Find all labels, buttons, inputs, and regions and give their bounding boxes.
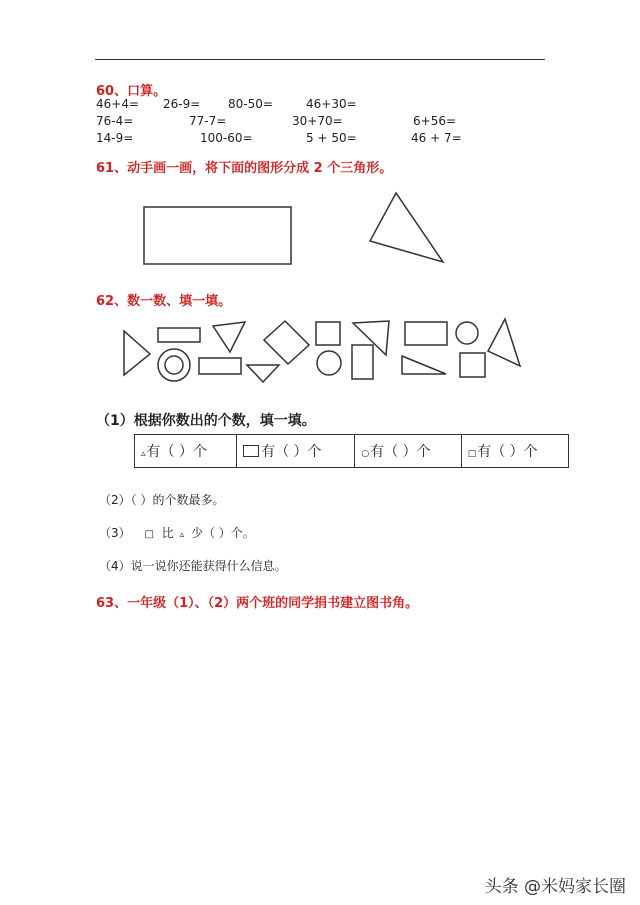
calc-item: 30+70= [292,114,343,128]
q62-sub3-compare: 比 [161,526,174,540]
calc-item: 46+30= [306,97,357,111]
shape-circle [317,351,341,375]
shape-rectangle [199,358,241,374]
count-cell-text: 有（ ）个 [477,444,538,460]
calc-item: 100-60= [200,131,253,145]
calc-item: 76-4= [96,114,134,128]
q61-rectangle [144,207,291,264]
square-icon: □ [144,529,154,540]
shape-square [460,353,485,377]
shape-triangle [213,322,245,352]
calc-item: 5 + 50= [306,131,357,145]
shape-circle [165,356,183,374]
calc-item: 6+56= [413,114,457,128]
shape-triangle [124,331,150,375]
q62-sub1: （1）根据你数出的个数，填一填。 [96,413,316,429]
calc-item: 46 + 7= [411,131,462,145]
q62-sub3-label: （3） [99,526,131,540]
shape-square [316,322,340,345]
shape-rectangle [405,322,447,345]
q61-title: 61、动手画一画，将下面的图形分成 2 个三角形。 [96,161,393,176]
q62-title: 62、数一数、填一填。 [96,294,232,309]
q60-title: 60、口算。 [96,84,167,99]
shape-triangle [353,321,389,355]
count-cell-text: 有（ ）个 [370,444,431,460]
count-cell-text: 有（ ）个 [146,444,207,460]
count-cell-text: 有（ ）个 [261,444,322,460]
q61-triangle [370,193,443,262]
shape-triangle [402,356,446,374]
q62-sub4: （4）说一说你还能获得什么信息。 [99,559,287,573]
count-cell-circle [355,435,461,468]
q63-title: 63、一年级（1）、（2）两个班的同学捐书建立图书角。 [96,596,419,611]
count-cell-square [461,435,568,468]
q62-sub3-blank: 少（ ）个。 [190,526,255,540]
shape-circle [158,349,190,381]
shape-circle [456,322,478,344]
rectangle-icon [243,445,259,457]
shape-triangle [488,319,520,366]
calc-item: 26-9= [163,97,201,111]
square-icon: □ [467,449,477,459]
q62-sub2: （2）（ ）的个数最多。 [99,493,225,507]
triangle-icon: ▵ [141,449,146,459]
shape-rectangle [158,328,200,342]
shape-rectangle [352,345,373,379]
shape-triangle [247,365,279,382]
count-table [134,434,569,468]
count-cell-triangle [135,435,237,468]
triangle-icon: ▵ [179,530,185,540]
shape-rectangle [264,321,309,364]
calc-item: 46+4= [96,97,140,111]
calc-item: 80-50= [228,97,273,111]
calc-item: 77-7= [189,114,227,128]
circle-icon: ○ [361,449,370,459]
watermark: 头条 @米妈家长圈 [484,877,626,897]
count-cell-rectangle [237,435,355,468]
q62-sub3 [99,524,255,541]
calc-item: 14-9= [96,131,134,145]
